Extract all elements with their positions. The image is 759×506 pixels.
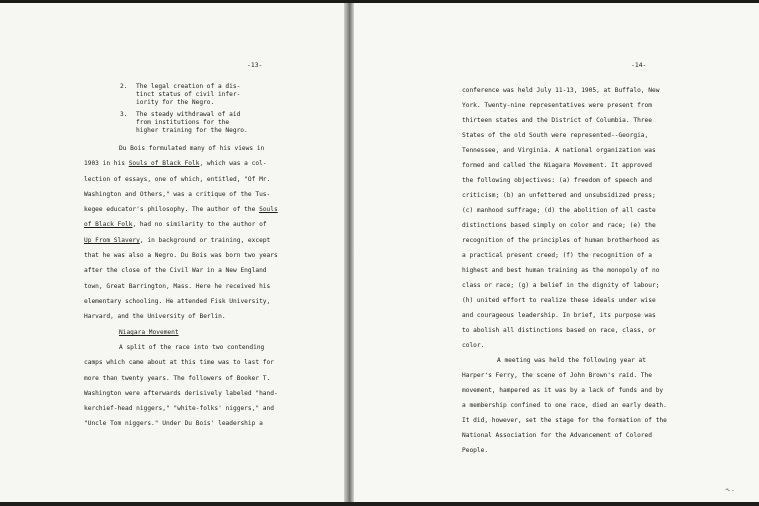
- text-line: formed and called the Niagara Movement. It approved: [462, 162, 652, 169]
- list-line: iority for the Negro.: [136, 99, 215, 106]
- text-line: kegee educator's philosophy. The author of the Souls: [84, 206, 278, 213]
- text-line: (c) manhood suffrage; (d) the abolition of all caste: [462, 207, 656, 214]
- text-line: A meeting was held the following year at: [497, 357, 647, 364]
- text-line: more than twenty years. The followers of Booker T.: [84, 375, 271, 382]
- text-line: conference was held July 11-13, 1905, at Buffalo, New: [462, 87, 660, 94]
- book-title: Souls: [259, 206, 278, 213]
- text-line: kerchief-head niggers," "white-folks' niggers," and: [84, 405, 274, 412]
- text-line: a practical present creed; (f) the recognition of a: [462, 252, 652, 259]
- text-line: Washington were afterwards derisively labeled "hand-: [84, 390, 278, 397]
- text-line: States of the old South were represented--Georgia,: [462, 132, 649, 139]
- page-number: -14-: [631, 61, 647, 69]
- book-title: Up From Slavery: [84, 237, 140, 244]
- text-line: A split of the race into two contending: [119, 344, 265, 351]
- text-line: the following objectives: (a) freedom of speech and: [462, 177, 652, 184]
- text-line: criticism; (b) an unfettered and unsubsidized press;: [462, 192, 656, 199]
- section-heading: Niagara Movement: [119, 329, 179, 336]
- page-number: -13-: [247, 61, 263, 69]
- bottom-border: [0, 502, 759, 506]
- text-line: movement, hampered as it was by a lack of funds and by: [462, 387, 664, 394]
- text-line: elementary schooling. He attended Fisk University,: [84, 298, 271, 305]
- text-line: class or race; (g) a belief in the dignity of labour;: [462, 282, 660, 289]
- text-line: "Uncle Tom niggers." Under Du Bois' leadership a: [84, 420, 263, 427]
- text-line: Harvard, and the University of Berlin.: [84, 313, 226, 320]
- text-line: camps which came about at this time was to last for: [84, 359, 274, 366]
- book-title: Souls of Black Folk: [128, 160, 200, 167]
- text-line: of Black Folk, had no similarity to the author of: [84, 221, 267, 228]
- text-line: a membership confined to one race, died an early death.: [462, 402, 667, 409]
- text-line: after the close of the Civil War in a New England: [84, 267, 267, 274]
- text-line: Washington and Others," was a critique of the Tus-: [84, 191, 271, 198]
- list-line: The steady withdrawal of aid: [136, 111, 241, 118]
- text-line: highest and best human training as the monopoly of no: [462, 267, 660, 274]
- list-line: tinct status of civil infer-: [136, 91, 241, 98]
- text-line: to abolish all distinctions based on race, class, or: [462, 327, 656, 334]
- list-number: 2.: [120, 83, 128, 90]
- text-line: that he was also a Negro. Du Bois was born two years: [84, 252, 278, 259]
- text-line: Tennessee, and Virginia. A national organization was: [462, 147, 656, 154]
- book-title: of Black Folk: [84, 221, 133, 228]
- corner-mark: ˞˗: [726, 486, 735, 494]
- text-line: It did, however, set the stage for the formation of the: [462, 417, 667, 424]
- text-line: town, Great Barrington, Mass. Here he received his: [84, 283, 271, 290]
- text-line: Harper's Ferry, the scene of John Brown's raid. The: [462, 372, 652, 379]
- list-line: higher training for the Negro.: [136, 127, 248, 134]
- text-line: People.: [462, 447, 489, 454]
- text-line: color.: [462, 342, 485, 349]
- text-line: lection of essays, one of which, entitled, "Of Mr.: [84, 176, 271, 183]
- list-number: 3.: [120, 111, 128, 118]
- text-line: distinctions based simply on color and race; (e) the: [462, 222, 656, 229]
- text-line: York. Twenty-nine representatives were present from: [462, 102, 652, 109]
- text-line: (h) united effort to realize these ideals under wise: [462, 297, 656, 304]
- book-gutter: [344, 3, 354, 502]
- text-line: Du Bois formulated many of his views in: [119, 145, 265, 152]
- right-page: [354, 3, 759, 502]
- left-page: [0, 3, 344, 502]
- text-line: and courageous leadership. In brief, its purpose was: [462, 312, 656, 319]
- text-line: recognition of the principles of human brotherhood as: [462, 237, 660, 244]
- list-line: The legal creation of a dis-: [136, 83, 241, 90]
- list-line: from institutions for the: [136, 119, 230, 126]
- text-line: Up From Slavery, in background or training, except: [84, 237, 271, 244]
- text-line: 1903 in his Souls of Black Folk, which was a col-: [84, 160, 267, 167]
- text-line: National Association for the Advancement of Colored: [462, 432, 652, 439]
- text-line: thirteen states and the District of Columbia. Three: [462, 117, 652, 124]
